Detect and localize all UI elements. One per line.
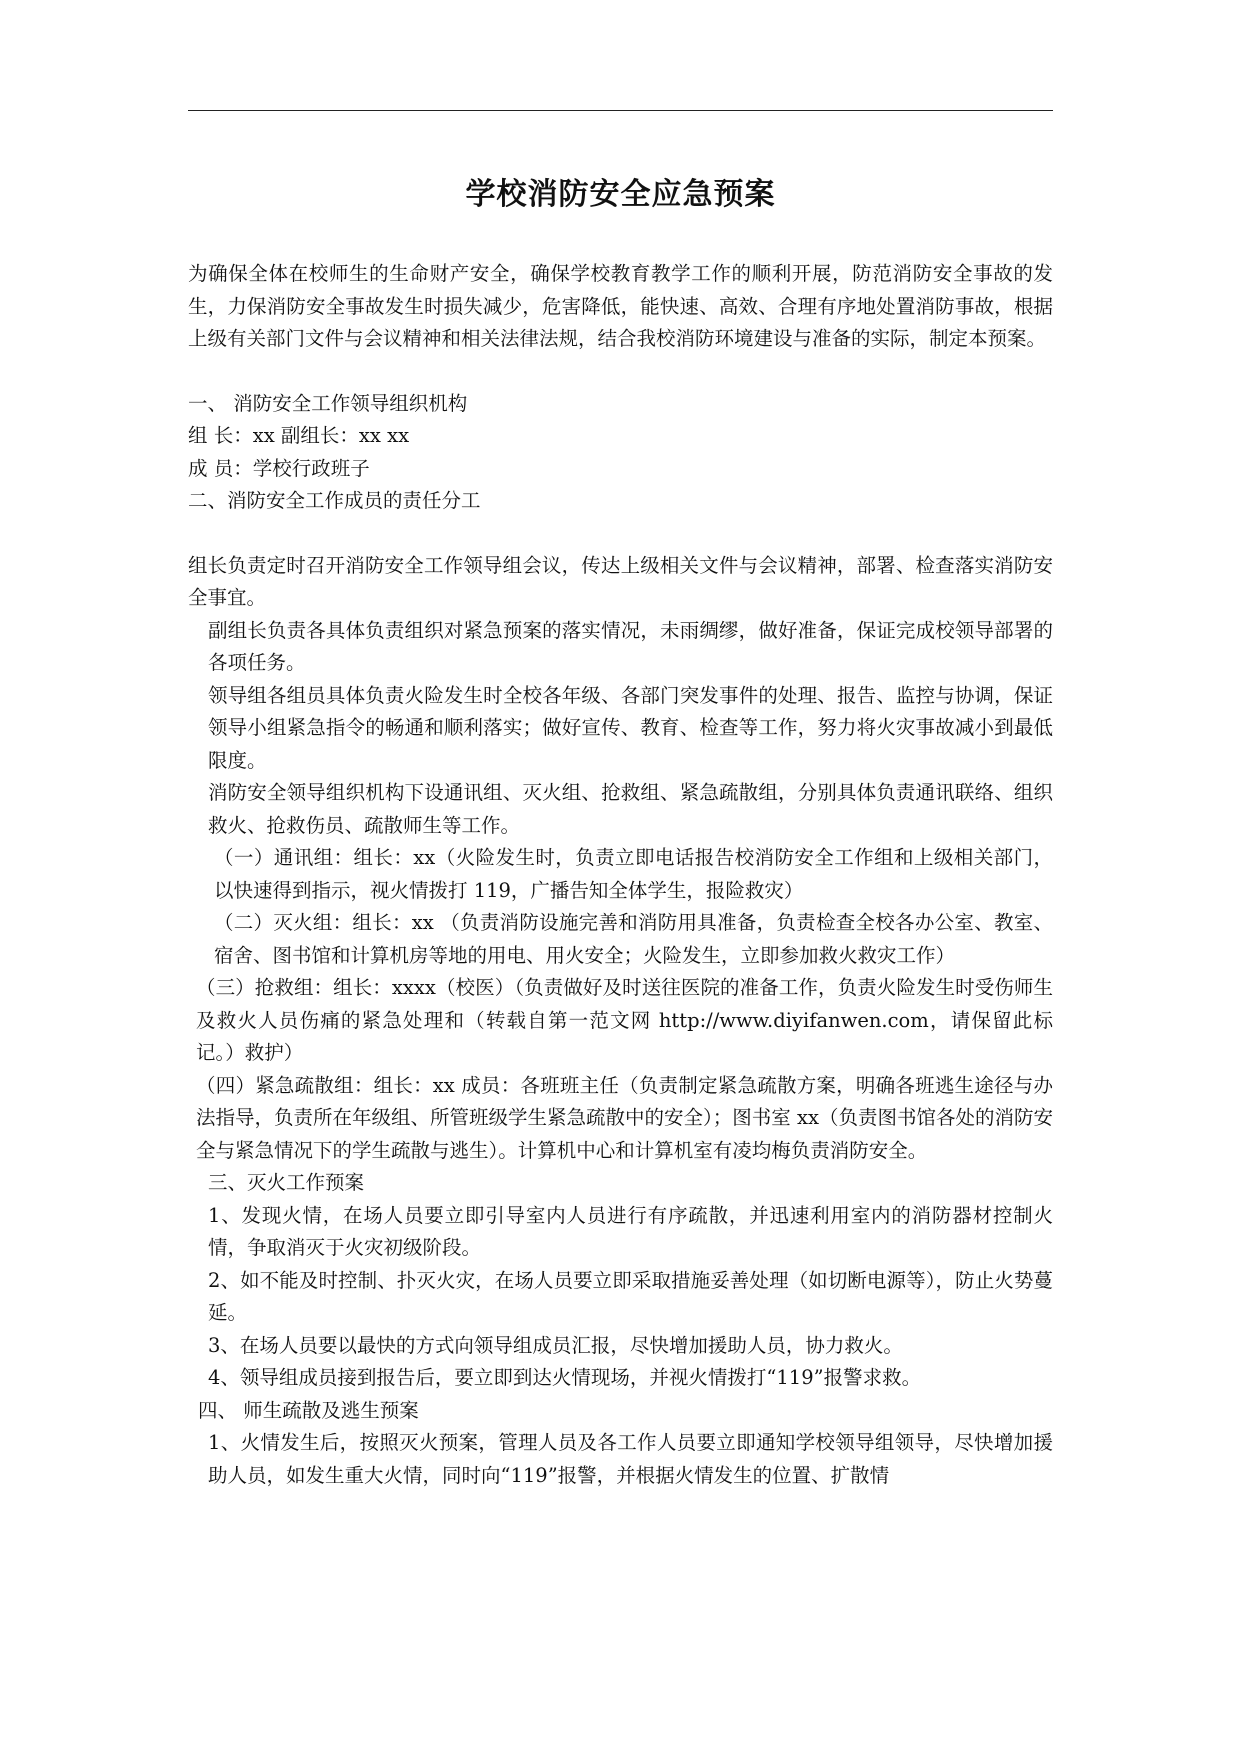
firefighting-item-2: 2、如不能及时控制、扑灭火灾，在场人员要立即采取措施妥善处理（如切断电源等），防止火势蔓延。 bbox=[208, 1268, 1053, 1324]
section-heading-2: 二、消防安全工作成员的责任分工 bbox=[188, 489, 481, 512]
header-rule bbox=[188, 110, 1053, 111]
document-title: 学校消防安全应急预案 bbox=[465, 177, 776, 212]
firefighting-item-4: 4、领导组成员接到报告后，要立即到达火情现场，并视火情拨打“119”报警求救。 bbox=[208, 1366, 922, 1389]
firefighting-item-1: 1、发现火情，在场人员要立即引导室内人员进行有序疏散，并迅速利用室内的消防器材控制火情，争取消灭于火灾初级阶段。 bbox=[208, 1203, 1053, 1259]
subgroup-evacuation: （四）紧急疏散组：组长：xx 成员：各班班主任（负责制定紧急疏散方案，明确各班逃生途径与办法指导，负责所在年级组、所管班级学生紧急疏散中的安全）；图书室 xx（负责图书馆各处的消防安全与紧急情况下的学生疏散与逃生）。计算机中心和计算机室有凌均梅负责消防安全。 bbox=[196, 1073, 1053, 1162]
paragraph-subgroups: 消防安全领导组织机构下设通讯组、灭火组、抢救组、紧急疏散组，分别具体负责通讯联络、组织救火、抢救伤员、疏散师生等工作。 bbox=[208, 781, 1053, 837]
firefighting-item-3: 3、在场人员要以最快的方式向领导组成员汇报，尽快增加援助人员，协力救火。 bbox=[208, 1333, 903, 1357]
paragraph-members-duty: 领导组各组员具体负责火险发生时全校各年级、各部门突发事件的处理、报告、监控与协调，保证领导小组紧急指令的畅通和顺利落实；做好宣传、教育、检查等工作，努力将火灾事故减小到最低限度。 bbox=[208, 683, 1053, 772]
subgroup-firefighting: （二）灭火组：组长：xx （负责消防设施完善和消防用具准备，负责检查全校各办公室、教室、宿舍、图书馆和计算机房等地的用电、用火安全；火险发生，立即参加救火救灾工作） bbox=[214, 911, 1053, 967]
section-heading-4: 四、 师生疏散及逃生预案 bbox=[198, 1398, 419, 1422]
evacuation-item-1: 1、火情发生后，按照灭火预案，管理人员及各工作人员要立即通知学校领导组领导，尽快增加援助人员，如发生重大火情，同时向“119”报警，并根据火情发生的位置、扩散情 bbox=[208, 1431, 1053, 1487]
section-heading-3: 三、灭火工作预案 bbox=[208, 1171, 365, 1194]
subgroup-communication: （一）通讯组：组长：xx（火险发生时，负责立即电话报告校消防安全工作组和上级相关部门，以快速得到指示，视火情拨打 119，广播告知全体学生，报险救灾） bbox=[214, 846, 1053, 902]
paragraph-deputy-duty: 副组长负责各具体负责组织对紧急预案的落实情况，未雨绸缪，做好准备，保证完成校领导部署的各项任务。 bbox=[208, 618, 1053, 674]
subgroup-rescue: （三）抢救组：组长：xxxx（校医）（负责做好及时送往医院的准备工作，负责火险发生时受伤师生及救火人员伤痛的紧急处理和（转载自第一范文网 http://www.diyifanwen.com，请保留此标记。）救护） bbox=[196, 976, 1053, 1064]
members-line: 成 员：学校行政班子 bbox=[188, 456, 370, 480]
paragraph-leader-duty: 组长负责定时召开消防安全工作领导组会议，传达上级相关文件与会议精神，部署、检查落实消防安全事宜。 bbox=[188, 553, 1053, 609]
intro-paragraph: 为确保全体在校师生的生命财产安全，确保学校教育教学工作的顺利开展，防范消防安全事故的发生，力保消防安全事故发生时损失减少，危害降低，能快速、高效、合理有序地处置消防事故，根据上级有关部门文件与会议精神和相关法律法规，结合我校消防环境建设与准备的实际，制定本预案。 bbox=[188, 262, 1053, 350]
section-heading-1: 一、 消防安全工作领导组织机构 bbox=[188, 391, 468, 415]
document-body bbox=[188, 258, 1053, 1492]
leader-line: 组 长：xx 副组长：xx xx bbox=[188, 424, 410, 447]
